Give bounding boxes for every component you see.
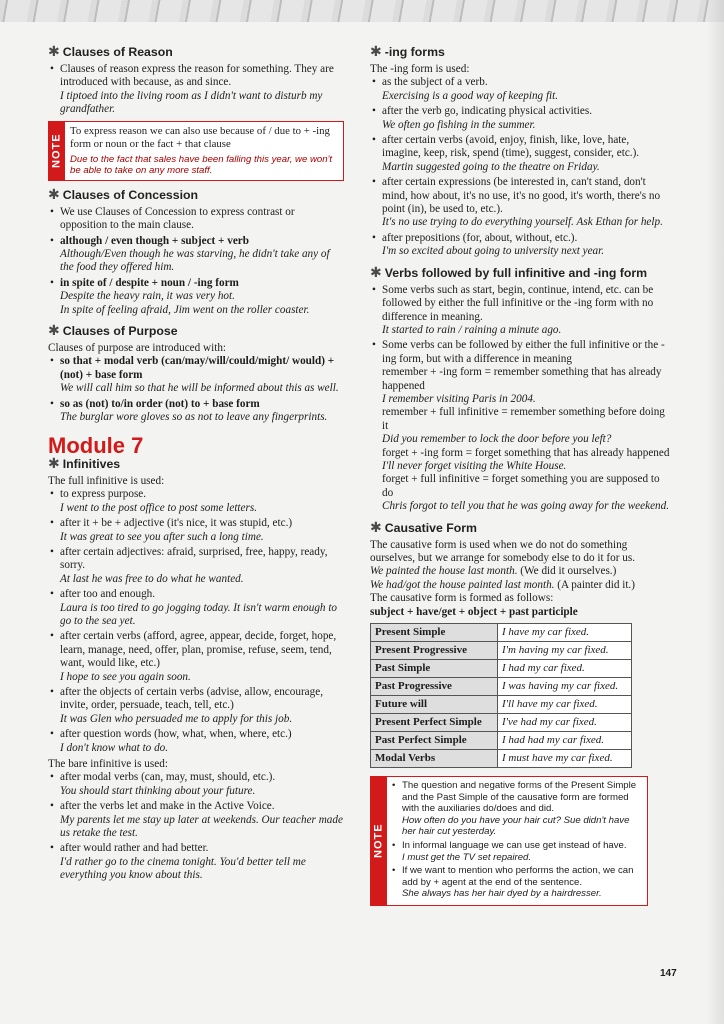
causative-title: Causative Form [384,520,477,535]
note-label [49,122,65,180]
ing-heading [370,44,670,60]
table-row [371,678,632,696]
list-item [60,517,344,544]
item-example: It was Glen who persuaded me to apply for this job. [60,712,293,725]
table-row [371,642,632,660]
item-text: Some verbs such as start, begin, continue, intend, etc. can be followed by either the full infinitive or the -ing form with no difference in meaning. [382,283,654,323]
item-text: after too and enough. [60,588,156,601]
note-example: How often do you have your hair cut? Sue didn't have her hair cut yesterday. [402,814,630,838]
note-text: To express reason we can also use because of / due to + -ing form or noun or the fact + that clause [70,124,330,150]
tense-cell: Present Progressive [371,642,498,660]
bare-infinitive-intro: The bare infinitive is used: [48,758,168,771]
list-item [60,355,344,395]
item-example: It was great to see you after such a long time. [60,530,264,543]
list-item [60,842,344,882]
item-text: to express purpose. [60,488,147,501]
list-item [60,728,344,755]
table-row [371,750,632,768]
reason-title: Clauses of Reason [62,45,173,59]
list-item [60,686,344,726]
full-infinitive-list [48,488,344,755]
note-example: I must get the TV set repaired. [402,851,532,863]
concession-heading [48,187,344,203]
item-example: You should start thinking about your future. [60,784,256,797]
example-cell: I must have my car fixed. [498,750,632,768]
star-icon: ✱ [48,454,60,471]
item-text: after question words (how, what, when, where, etc.) [60,728,292,741]
tense-cell: Future will [371,696,498,714]
reason-intro: Clauses of reason express the reason for something. They are introduced with because, as and since. [60,63,334,89]
causative-table [370,623,632,768]
page-top-edge [0,0,724,22]
note-label [371,777,387,905]
concession-title: Clauses of Concession [62,187,199,202]
item-example: I hope to see you again soon. [60,670,191,683]
reason-heading [48,44,344,60]
list-item [60,588,344,628]
item-text: after prepositions (for, about, without, etc.). [382,231,578,244]
reason-list [48,63,344,117]
item-example: We will call him so that he will be informed about this as well. [60,382,339,395]
item-text: We use Clauses of Concession to express contrast or opposition to the main clause. [60,205,295,232]
list-item [60,800,344,840]
list-item [60,277,344,317]
note-text: In informal language we can use get instead of have. [402,840,627,851]
page-binding-shadow [706,0,724,1024]
table-row [371,714,632,732]
list-item [60,630,344,684]
item-text: although / even though + subject + verb [60,234,249,247]
item-example: I remember visiting Paris in 2004. [382,392,536,405]
item-text: after certain expressions (be interested in, can't stand, don't mind, how about, it's no use, it's no good, it's worth, there's no point (in), be used to, etc.). [382,176,661,216]
list-item [382,232,670,259]
list-item [60,771,344,798]
rule-text: remember + full infinitive = remember something before doing it [382,406,665,432]
list-item [382,105,670,132]
item-example: We often go fishing in the summer. [382,118,536,131]
list-item [60,63,344,117]
note-example: She always has her hair dyed by a hairdresser. [402,888,602,900]
right-column [370,38,670,912]
example-cell: I had my car fixed. [498,660,632,678]
example-cell: I've had my car fixed. [498,714,632,732]
note-label-text: NOTE [50,133,63,168]
item-text: so that + modal verb (can/may/will/could/might/ would) + (not) + base form [60,355,335,381]
note-text: If we want to mention who performs the action, we can add by + agent at the end of the sentence. [402,865,634,888]
list-item [60,206,344,233]
item-text: as the subject of a verb. [382,76,488,89]
concession-list [48,206,344,317]
example-cell: I have my car fixed. [498,624,632,642]
item-text: so as (not) to/in order (not) to + base form [60,397,260,410]
tense-cell: Past Perfect Simple [371,732,498,750]
verbs-list [370,284,670,514]
tense-cell: Past Simple [371,660,498,678]
item-text: after certain verbs (avoid, enjoy, finish, like, love, hate, imagine, keep, risk, spend (time), suggest, consider, etc.). [382,134,640,160]
reason-example: I tiptoed into the living room as I didn't want to disturb my grandfather. [60,89,323,116]
star-icon: ✱ [48,185,60,202]
table-row [371,732,632,750]
example-text: We painted the house last month. [370,565,518,578]
purpose-list [48,355,344,424]
tense-cell: Present Perfect Simple [371,714,498,732]
item-example: Did you remember to lock the door before you left? [382,433,612,446]
item-example: In spite of feeling afraid, Jim went on the roller coaster. [60,303,310,316]
note-body [387,777,647,905]
example-note: (We did it ourselves.) [520,565,617,578]
list-item [60,546,344,586]
item-example: Despite the heavy rain, it was very hot. [60,290,235,303]
bare-infinitive-list [48,771,344,882]
list-item [382,76,670,103]
item-text: after certain adjectives: afraid, surprised, free, happy, ready, sorry. [60,545,328,572]
item-example: Exercising is a good way of keeping fit. [382,89,559,102]
causative-formed: The causative form is formed as follows: [370,592,554,605]
list-item [402,865,642,900]
star-icon: ✱ [370,43,382,59]
item-text: after modal verbs (can, may, must, should, etc.). [60,771,276,784]
note-label-text: NOTE [372,823,385,859]
tense-cell: Present Simple [371,624,498,642]
tense-cell: Modal Verbs [371,750,498,768]
rule-text: remember + -ing form = remember something that has already happened [382,366,662,392]
item-example: It started to rain / raining a minute ago. [382,323,562,336]
item-text: in spite of / despite + noun / -ing form [60,276,239,289]
list-item [60,398,344,425]
list-item [382,134,670,174]
star-icon: ✱ [48,43,60,59]
ing-title: -ing forms [384,45,445,59]
example-cell: I'll have my car fixed. [498,696,632,714]
item-text: after certain verbs (afford, agree, appear, decide, forget, hope, learn, manage, need, offer, plan, promise, refuse, seem, tend, want, would like, etc.) [60,630,337,670]
list-item [382,176,670,230]
full-infinitive-intro: The full infinitive is used: [48,474,165,487]
list-item [382,339,670,513]
purpose-heading [48,323,344,339]
purpose-intro: Clauses of purpose are introduced with: [48,342,227,355]
left-column [48,38,344,885]
star-icon: ✱ [48,322,60,339]
item-example: My parents let me stay up later at weekends. Our teacher made us retake the test. [60,813,343,840]
verbs-title: Verbs followed by full infinitive and -ing form [384,265,648,280]
list-item [402,840,642,863]
list-item [60,488,344,515]
note-example: Due to the fact that sales have been falling this year, we won't be able to take on any more staff. [70,153,333,177]
item-example: I'm so excited about going to university next year. [382,245,605,258]
causative-intro: The causative form is used when we do not do something ourselves, but we arrange for somebody else to do it for us. [370,538,636,564]
page-number: 147 [660,968,677,979]
module-title: Module 7 [48,432,144,458]
list-item [402,780,642,838]
example-cell: I had had my car fixed. [498,732,632,750]
item-example: Martin suggested going to the theatre on Friday. [382,160,600,173]
verbs-heading [370,265,670,281]
item-text: after the objects of certain verbs (advise, allow, encourage, invite, order, persuade, teach, tell, etc.) [60,686,323,712]
note-body [65,122,343,180]
causative-formula: subject + have/get + object + past participle [370,605,578,618]
example-text: We had/got the house painted last month. [370,578,555,591]
example-cell: I was having my car fixed. [498,678,632,696]
star-icon: ✱ [370,518,382,535]
infinitives-title: Infinitives [62,456,121,471]
item-example: Laura is too tired to go jogging today. It isn't warm enough to go to the sea yet. [60,601,338,627]
item-text: after it + be + adjective (it's nice, it was stupid, etc.) [60,517,293,530]
item-example: It's no use trying to do everything yourself. Ask Ethan for help. [382,216,663,229]
star-icon: ✱ [370,263,382,280]
causative-example-2 [370,579,670,592]
note-text: The question and negative forms of the Present Simple and the Past Simple of the causative form are formed with the auxiliaries do/does and did. [402,780,637,815]
ing-list [370,76,670,258]
item-example: Chris forgot to tell you that he was going away for the weekend. [382,500,670,513]
infinitives-heading [48,456,344,472]
item-text: after would rather and had better. [60,842,209,855]
item-text: after the verb go, indicating physical activities. [382,105,593,118]
item-example: At last he was free to do what he wanted. [60,572,244,585]
item-example: Although/Even though he was starving, he didn't take any of the food they offered him. [60,248,330,274]
purpose-title: Clauses of Purpose [62,324,178,339]
example-note: (A painter did it.) [557,578,635,591]
table-row [371,624,632,642]
item-example: I'd rather go to the cinema tonight. You'd better tell me everything you know about this. [60,855,306,882]
causative-note [370,776,648,906]
table-row [371,660,632,678]
item-text: Some verbs can be followed by either the full infinitive or the -ing form, but with a difference in meaning [382,339,665,365]
causative-heading [370,520,670,536]
list-item [382,284,670,338]
reason-note [48,121,344,181]
example-cell: I'm having my car fixed. [498,642,632,660]
item-example: I went to the post office to post some letters. [60,501,257,514]
list-item [60,235,344,275]
tense-cell: Past Progressive [371,678,498,696]
item-text: after the verbs let and make in the Active Voice. [60,800,275,813]
ing-intro: The -ing form is used: [370,63,470,75]
item-example: The burglar wore gloves so as not to leave any fingerprints. [60,411,328,424]
note-list [392,780,642,900]
rule-text: forget + full infinitive = forget something you are supposed to do [382,473,660,499]
item-example: I don't know what to do. [60,741,169,754]
item-example: I'll never forget visiting the White House. [382,459,567,472]
causative-example-1 [370,565,670,578]
rule-text: forget + -ing form = forget something that has already happened [382,446,670,459]
table-row [371,696,632,714]
